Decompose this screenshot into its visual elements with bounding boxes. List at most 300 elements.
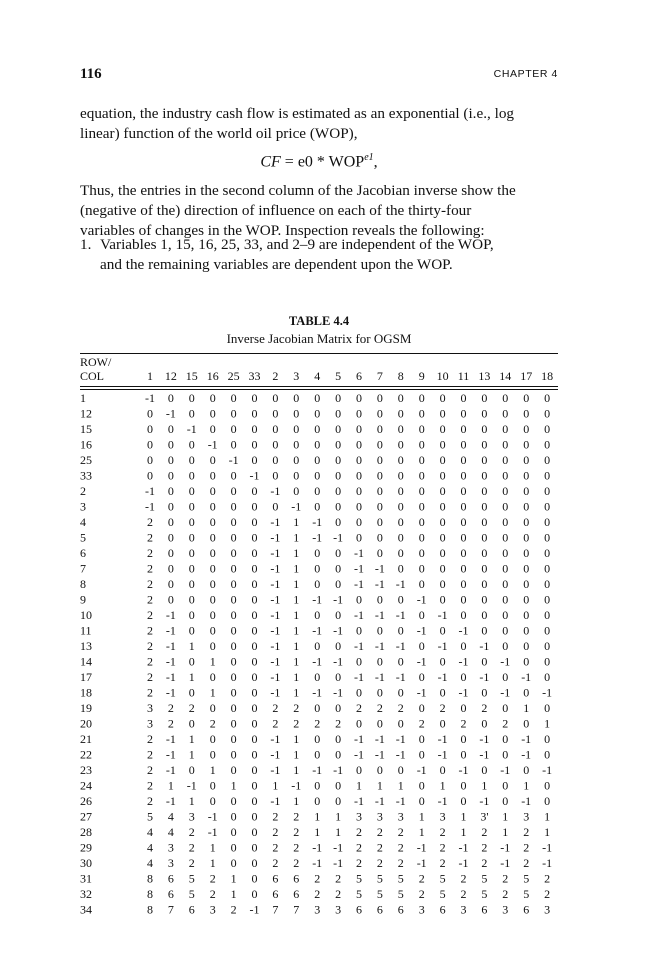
matrix-cell: 0 (502, 747, 509, 762)
matrix-cell: 0 (251, 623, 258, 638)
matrix-cell: 2 (376, 840, 383, 855)
matrix-cell: 0 (251, 406, 258, 421)
matrix-cell: 0 (418, 701, 425, 715)
matrix-cell: -1 (437, 794, 448, 808)
matrix-cell: 1 (293, 608, 300, 622)
matrix-cell: 0 (188, 716, 195, 731)
matrix-cell: 0 (460, 592, 467, 607)
matrix-cell: 3 (314, 902, 321, 917)
matrix-cell: -1 (291, 778, 302, 793)
matrix-cell: 0 (481, 515, 488, 529)
matrix-cell: 0 (481, 716, 488, 731)
matrix-cell: 0 (439, 716, 446, 731)
matrix-cell: 0 (418, 546, 425, 560)
matrix-cell: 2 (481, 825, 488, 839)
matrix-cell: 1 (356, 778, 362, 793)
column-header: 7 (376, 369, 383, 383)
text-line: linear) function of the world oil price (WOP), (80, 125, 358, 142)
matrix-cell: 0 (439, 406, 446, 421)
matrix-cell: 1 (293, 670, 300, 684)
matrix-cell: 0 (439, 577, 446, 591)
matrix-cell: 0 (397, 561, 404, 576)
matrix-cell: 0 (314, 437, 321, 452)
matrix-cell: 0 (376, 422, 383, 436)
matrix-cell: 0 (460, 561, 467, 576)
matrix-cell: 0 (439, 592, 446, 607)
matrix-cell: 0 (523, 577, 530, 591)
matrix-cell: 4 (167, 825, 174, 839)
matrix-cell: 1 (314, 809, 321, 824)
matrix-cell: 0 (439, 515, 446, 529)
matrix-cell: 0 (188, 530, 195, 545)
matrix-cell: 6 (397, 902, 404, 917)
column-header: 10 (436, 369, 449, 383)
matrix-cell: -1 (165, 608, 176, 622)
matrix-cell: 0 (335, 747, 342, 762)
matrix-cell: 0 (523, 608, 530, 622)
matrix-cell: 0 (460, 670, 467, 684)
matrix-cell: 0 (523, 499, 530, 514)
row-label: 5 (80, 530, 86, 545)
matrix-cell: -1 (312, 685, 323, 700)
matrix-cell: 0 (544, 794, 551, 808)
matrix-cell: 0 (481, 623, 488, 638)
matrix-cell: 0 (188, 406, 195, 421)
matrix-cell: 0 (439, 484, 446, 498)
matrix-cell: 2 (335, 716, 342, 731)
column-header: 4 (314, 369, 321, 383)
matrix-cell: -1 (458, 654, 469, 669)
matrix-cell: -1 (416, 856, 427, 870)
row-label: 11 (80, 623, 92, 638)
matrix-cell: -1 (333, 685, 344, 700)
matrix-cell: 0 (209, 546, 216, 560)
matrix-cell: 0 (188, 577, 195, 591)
matrix-cell: 0 (418, 453, 425, 467)
matrix-cell: 1 (544, 809, 551, 824)
matrix-cell: 2 (376, 856, 383, 870)
matrix-cell: 0 (230, 623, 237, 638)
matrix-cell: -1 (165, 639, 176, 653)
matrix-cell: 3 (356, 809, 362, 824)
matrix-cell: -1 (270, 639, 281, 653)
matrix-cell: 1 (209, 763, 216, 777)
matrix-cell: 0 (397, 546, 404, 560)
matrix-cell: 6 (523, 902, 530, 917)
matrix-cell: 0 (397, 453, 404, 467)
matrix-cell: 2 (397, 840, 404, 855)
matrix-cell: 0 (230, 809, 237, 824)
matrix-cell: -1 (333, 623, 344, 638)
matrix-cell: 0 (418, 608, 425, 622)
matrix-cell: 0 (293, 406, 300, 421)
matrix-cell: -1 (270, 763, 281, 777)
matrix-cell: -1 (270, 530, 281, 545)
matrix-cell: 0 (230, 608, 237, 622)
matrix-cell: 0 (209, 577, 216, 591)
matrix-cell: 0 (418, 499, 425, 514)
matrix-cell: 2 (523, 856, 530, 870)
matrix-cell: 0 (209, 406, 216, 421)
matrix-cell: 0 (502, 484, 509, 498)
matrix-cell: 5 (523, 871, 530, 886)
matrix-cell: 0 (335, 422, 342, 436)
matrix-cell: 0 (418, 468, 425, 483)
matrix-cell: 0 (481, 592, 488, 607)
matrix-cell: 2 (418, 716, 425, 731)
matrix-cell: 0 (523, 623, 530, 638)
matrix-cell: 0 (523, 763, 530, 777)
matrix-cell: 0 (481, 468, 488, 483)
matrix-cell: 2 (147, 608, 153, 622)
matrix-cell: 1 (167, 778, 174, 793)
matrix-cell: 1 (188, 747, 195, 762)
matrix-cell: 0 (230, 840, 237, 855)
matrix-cell: 0 (230, 577, 237, 591)
matrix-cell: 0 (481, 406, 488, 421)
matrix-cell: 0 (397, 763, 404, 777)
matrix-cell: 5 (376, 871, 383, 886)
matrix-cell: 0 (251, 670, 258, 684)
matrix-cell: 0 (397, 716, 404, 731)
matrix-cell: 0 (544, 484, 551, 498)
text-line: Thus, the entries in the second column of the Jacobian inverse show the (80, 182, 516, 199)
matrix-cell: 0 (272, 499, 279, 514)
matrix-cell: 2 (147, 747, 153, 762)
matrix-cell: 0 (209, 701, 216, 715)
matrix-cell: 0 (335, 577, 342, 591)
matrix-cell: 2 (188, 701, 195, 715)
matrix-cell: 2 (356, 840, 362, 855)
matrix-cell: 2 (147, 794, 153, 808)
matrix-cell: 0 (418, 778, 425, 793)
matrix-cell: 2 (147, 763, 153, 777)
matrix-cell: 0 (523, 546, 530, 560)
matrix-cell: 0 (251, 577, 258, 591)
matrix-cell: 2 (272, 856, 279, 870)
matrix-cell: 0 (251, 530, 258, 545)
matrix-cell: 0 (251, 763, 258, 777)
matrix-cell: -1 (207, 825, 218, 839)
row-label: 13 (80, 639, 92, 653)
row-label: 23 (80, 763, 92, 777)
row-label: 15 (80, 422, 92, 436)
matrix-cell: 0 (523, 391, 530, 405)
matrix-cell: 0 (397, 685, 404, 700)
matrix-cell: 0 (147, 422, 153, 436)
matrix-cell: 0 (188, 763, 195, 777)
matrix-cell: 0 (230, 515, 237, 529)
matrix-cell: 0 (251, 608, 258, 622)
matrix-cell: 0 (376, 468, 383, 483)
matrix-cell: 2 (147, 670, 153, 684)
matrix-cell: 2 (209, 887, 216, 901)
matrix-cell: 1 (230, 778, 237, 793)
matrix-cell: 1 (209, 856, 216, 870)
matrix-cell: 6 (481, 902, 488, 917)
matrix-cell: 0 (230, 794, 237, 808)
matrix-cell: 0 (460, 437, 467, 452)
matrix-cell: 2 (272, 840, 279, 855)
matrix-cell: 1 (523, 778, 530, 793)
matrix-cell: 0 (544, 732, 551, 746)
matrix-cell: 0 (481, 654, 488, 669)
matrix-cell: 0 (335, 561, 342, 576)
matrix-cell: 0 (460, 530, 467, 545)
matrix-cell: 0 (335, 437, 342, 452)
matrix-cell: 0 (335, 701, 342, 715)
matrix-cell: -1 (333, 592, 344, 607)
matrix-cell: -1 (333, 654, 344, 669)
matrix-cell: 0 (544, 561, 551, 576)
matrix-cell: 0 (251, 561, 258, 576)
matrix-cell: 3 (376, 809, 383, 824)
matrix-cell: 0 (251, 701, 258, 715)
matrix-cell: 3 (523, 809, 530, 824)
matrix-cell: 2 (209, 716, 216, 731)
matrix-cell: -1 (228, 453, 239, 467)
matrix-cell: 0 (523, 716, 530, 731)
row-label: 24 (80, 778, 92, 793)
matrix-cell: -1 (437, 670, 448, 684)
matrix-cell: -1 (186, 778, 197, 793)
matrix-cell: 0 (376, 437, 383, 452)
matrix-cell: 0 (356, 422, 362, 436)
matrix-cell: 0 (523, 468, 530, 483)
matrix-cell: 0 (251, 685, 258, 700)
matrix-cell: 0 (167, 484, 174, 498)
matrix-cell: 0 (544, 701, 551, 715)
matrix-cell: 0 (251, 716, 258, 731)
matrix-cell: -1 (395, 639, 406, 653)
matrix-cell: 0 (188, 654, 195, 669)
matrix-cell: 0 (314, 639, 321, 653)
matrix-cell: 0 (167, 422, 174, 436)
row-label: 26 (80, 794, 92, 808)
matrix-cell: 0 (523, 654, 530, 669)
matrix-cell: 0 (314, 484, 321, 498)
matrix-cell: 0 (251, 871, 258, 886)
matrix-cell: 0 (251, 453, 258, 467)
matrix-cell: 0 (188, 484, 195, 498)
matrix-cell: -1 (458, 856, 469, 870)
matrix-cell: 0 (314, 778, 321, 793)
matrix-cell: -1 (165, 732, 176, 746)
matrix-cell: 0 (230, 406, 237, 421)
matrix-cell: 1 (460, 825, 467, 839)
matrix-cell: 0 (230, 484, 237, 498)
matrix-cell: 0 (376, 763, 383, 777)
matrix-cell: -1 (249, 468, 260, 483)
row-header-label: ROW/ (80, 355, 112, 369)
matrix-cell: 0 (230, 530, 237, 545)
matrix-cell: 2 (356, 856, 362, 870)
matrix-cell: 0 (167, 468, 174, 483)
matrix-cell: -1 (521, 670, 532, 684)
row-label: 10 (80, 608, 92, 622)
matrix-cell: -1 (145, 484, 155, 498)
matrix-cell: 0 (439, 546, 446, 560)
matrix-cell: 5 (356, 887, 362, 901)
matrix-cell: 0 (167, 592, 174, 607)
matrix-cell: 0 (502, 561, 509, 576)
column-header: 18 (541, 369, 554, 383)
column-header: 16 (206, 369, 219, 383)
matrix-cell: 7 (293, 902, 300, 917)
matrix-cell: -1 (354, 546, 364, 560)
matrix-cell: -1 (270, 670, 281, 684)
matrix-cell: -1 (395, 608, 406, 622)
matrix-cell: -1 (395, 794, 406, 808)
matrix-cell: 2 (272, 701, 279, 715)
matrix-cell: 0 (230, 701, 237, 715)
matrix-cell: 0 (209, 422, 216, 436)
matrix-cell: 1 (293, 592, 300, 607)
matrix-cell: 0 (523, 561, 530, 576)
row-label: 6 (80, 546, 86, 560)
matrix-cell: 0 (544, 515, 551, 529)
matrix-cell: -1 (270, 561, 281, 576)
matrix-cell: 1 (293, 561, 300, 576)
matrix-cell: 0 (523, 592, 530, 607)
matrix-cell: 2 (439, 840, 446, 855)
matrix-cell: 0 (544, 406, 551, 421)
matrix-cell: 0 (397, 623, 404, 638)
matrix-cell: 0 (272, 437, 279, 452)
matrix-cell: 3 (147, 716, 153, 731)
matrix-cell: -1 (542, 840, 553, 855)
matrix-cell: -1 (416, 623, 427, 638)
matrix-cell: -1 (270, 608, 281, 622)
matrix-cell: 0 (293, 484, 300, 498)
matrix-cell: 0 (397, 499, 404, 514)
matrix-cell: -1 (165, 685, 176, 700)
matrix-cell: -1 (416, 840, 427, 855)
matrix-cell: 6 (272, 887, 279, 901)
matrix-cell: 0 (230, 499, 237, 514)
matrix-cell: 6 (376, 902, 383, 917)
matrix-cell: 0 (335, 406, 342, 421)
matrix-cell: 0 (397, 592, 404, 607)
matrix-cell: -1 (165, 794, 176, 808)
matrix-cell: 0 (230, 685, 237, 700)
matrix-cell: 0 (439, 437, 446, 452)
matrix-cell: 0 (167, 561, 174, 576)
matrix-cell: 0 (230, 825, 237, 839)
matrix-cell: 0 (376, 685, 383, 700)
matrix-cell: 0 (230, 654, 237, 669)
matrix-cell: 5 (147, 809, 153, 824)
matrix-cell: -1 (354, 732, 364, 746)
matrix-cell: 0 (460, 546, 467, 560)
matrix-cell: 0 (188, 685, 195, 700)
matrix-cell: 0 (418, 670, 425, 684)
matrix-cell: -1 (500, 654, 511, 669)
equation-lhs: CF (260, 153, 281, 171)
matrix-cell: 0 (230, 763, 237, 777)
matrix-cell: 0 (544, 546, 551, 560)
matrix-cell: 0 (209, 608, 216, 622)
matrix-cell: 1 (293, 654, 300, 669)
matrix-cell: 2 (481, 701, 488, 715)
matrix-cell: 0 (376, 391, 383, 405)
matrix-cell: 0 (251, 515, 258, 529)
row-label: 7 (80, 561, 86, 576)
matrix-cell: 1 (209, 840, 216, 855)
matrix-cell: -1 (354, 794, 364, 808)
matrix-cell: 2 (293, 825, 300, 839)
matrix-cell: -1 (165, 747, 176, 762)
matrix-cell: -1 (333, 856, 344, 870)
matrix-cell: 0 (439, 763, 446, 777)
column-header: 11 (457, 369, 470, 383)
matrix-cell: -1 (416, 763, 427, 777)
matrix-cell: -1 (145, 499, 155, 514)
matrix-cell: 2 (188, 825, 195, 839)
matrix-cell: 2 (293, 701, 300, 715)
matrix-cell: 0 (293, 437, 300, 452)
matrix-cell: -1 (165, 763, 176, 777)
matrix-cell: 1 (418, 825, 425, 839)
matrix-cell: -1 (437, 639, 448, 653)
matrix-cell: 0 (502, 530, 509, 545)
matrix-cell: 0 (502, 639, 509, 653)
matrix-cell: 0 (502, 670, 509, 684)
matrix-cell: -1 (395, 732, 406, 746)
column-header: 2 (272, 369, 279, 383)
column-header: 33 (248, 369, 261, 383)
matrix-cell: 1 (502, 809, 509, 824)
matrix-cell: 0 (356, 484, 362, 498)
matrix-cell: -1 (354, 639, 364, 653)
row-label: 30 (80, 856, 92, 870)
matrix-cell: 5 (439, 871, 446, 886)
matrix-cell: 0 (272, 391, 279, 405)
matrix-cell: 2 (544, 887, 551, 901)
matrix-cell: 5 (397, 887, 404, 901)
matrix-cell: 0 (481, 453, 488, 467)
column-header: 8 (397, 369, 404, 383)
matrix-cell: -1 (479, 732, 490, 746)
row-label: 3 (80, 499, 86, 514)
matrix-cell: 0 (502, 422, 509, 436)
row-label: 27 (80, 809, 92, 824)
row-label: 32 (80, 887, 92, 901)
matrix-cell: 0 (544, 670, 551, 684)
col-header-label: COL (80, 369, 104, 383)
matrix-cell: 6 (356, 902, 362, 917)
column-header: 1 (147, 369, 153, 383)
row-label: 19 (80, 701, 92, 715)
matrix-cell: 0 (272, 453, 279, 467)
matrix-cell: 0 (209, 561, 216, 576)
matrix-cell: -1 (312, 515, 323, 529)
inverse-jacobian-matrix (80, 0, 558, 975)
matrix-cell: -1 (270, 654, 281, 669)
column-header: 25 (227, 369, 240, 383)
matrix-cell: 5 (188, 871, 195, 886)
row-label: 28 (80, 825, 92, 839)
matrix-cell: 0 (251, 747, 258, 762)
matrix-cell: 0 (356, 763, 362, 777)
matrix-cell: 0 (188, 592, 195, 607)
matrix-cell: 0 (335, 732, 342, 746)
matrix-cell: 0 (544, 654, 551, 669)
matrix-cell: 2 (188, 840, 195, 855)
matrix-cell: 0 (356, 623, 362, 638)
matrix-cell: 2 (147, 623, 153, 638)
matrix-cell: -1 (354, 747, 364, 762)
